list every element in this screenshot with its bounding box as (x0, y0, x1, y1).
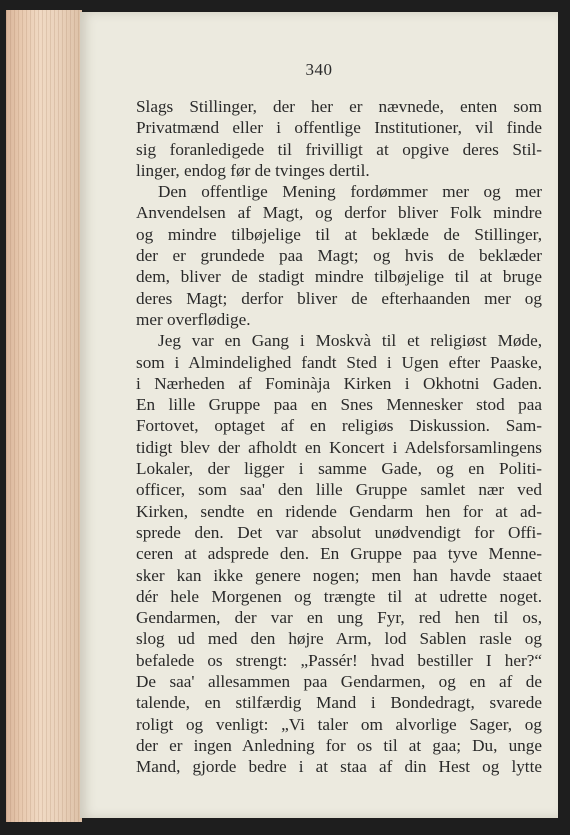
text-line: Fortovet, optaget af en religiøs Diskussion. Sam- (136, 416, 542, 436)
text-line: Den offentlige Mening fordømmer mer og mer (158, 182, 542, 202)
page-number: 340 (305, 60, 333, 79)
text-line: Jeg var en Gang i Moskvà til et religiøst Møde, (158, 331, 542, 351)
text-line: deres Magt; derfor bliver de efterhaanden mer og (136, 288, 542, 308)
text-line: Kirken, sendte en ridende Gendarm hen for at ad- (136, 501, 542, 521)
text-line: slog ud med den højre Arm, lod Sablen rasle og (136, 629, 542, 649)
text-line: befalede os strengt: „Passér! hvad bestiller I her?“ (136, 650, 542, 670)
text-line: roligt og venligt: „Vi taler om alvorlige Sager, og (136, 714, 542, 734)
text-line: Anvendelsen af Magt, og derfor bliver Folk mindre (136, 203, 542, 223)
text-line: der er ingen Anledning for os til at gaa; Du, unge (136, 735, 542, 755)
text-line: sker kan ikke genere nogen; men han havde staaet (136, 565, 542, 585)
text-line: Slags Stillinger, der her er nævnede, enten som (136, 97, 542, 116)
text-line: talende, en stilfærdig Mand i Bondedragt, svarede (136, 693, 542, 713)
text-line: ceren at adsprede den. En Gruppe paa tyve Menne- (136, 544, 542, 564)
book-page (80, 12, 558, 818)
text-line: tidigt blev der afholdt en Koncert i Adelsforsamlingens (136, 437, 542, 457)
text-line: Gendarmen, der var en ung Fyr, red hen til os, (136, 608, 542, 628)
text-line: officer, som saa' den lille Gruppe samlet nær ved (136, 480, 542, 500)
text-line: Mand, gjorde bedre i at staa af din Hest og lytte (136, 757, 542, 777)
page-stack-edge (6, 10, 82, 822)
text-line: dem, bliver de stadigt mindre tilbøjelige til at bruge (136, 267, 542, 287)
text-line: Lokaler, der ligger i samme Gade, og en Politi- (136, 459, 542, 479)
text-line: En lille Gruppe paa en Snes Mennesker stod paa (136, 395, 542, 415)
text-line: i Nærheden af Fominàja Kirken i Okhotni Gaden. (136, 373, 542, 393)
body-text (136, 96, 542, 778)
text-line: De saa' allesammen paa Gendarmen, og en af de (136, 672, 542, 692)
text-line: og mindre tilbøjelige til at beklæde de Stillinger, (136, 224, 542, 244)
text-line: linger, endog før de tvinges dertil. (136, 160, 370, 180)
text-line: Privatmænd eller i offentlige Institutioner, vil finde (136, 118, 542, 138)
text-line: der er grundede paa Magt; og hvis de beklæder (136, 246, 542, 266)
text-line: sprede den. Det var absolut unødvendigt for Offi- (136, 522, 542, 542)
text-line: dér hele Morgenen og trængte til at udrette noget. (136, 586, 542, 606)
text-line: mer overflødige. (136, 309, 251, 329)
text-line: som i Almindelighed fandt Sted i Ugen efter Paaske, (136, 352, 542, 372)
text-line: sig foranledigede til frivilligt at opgive deres Stil- (136, 139, 542, 159)
